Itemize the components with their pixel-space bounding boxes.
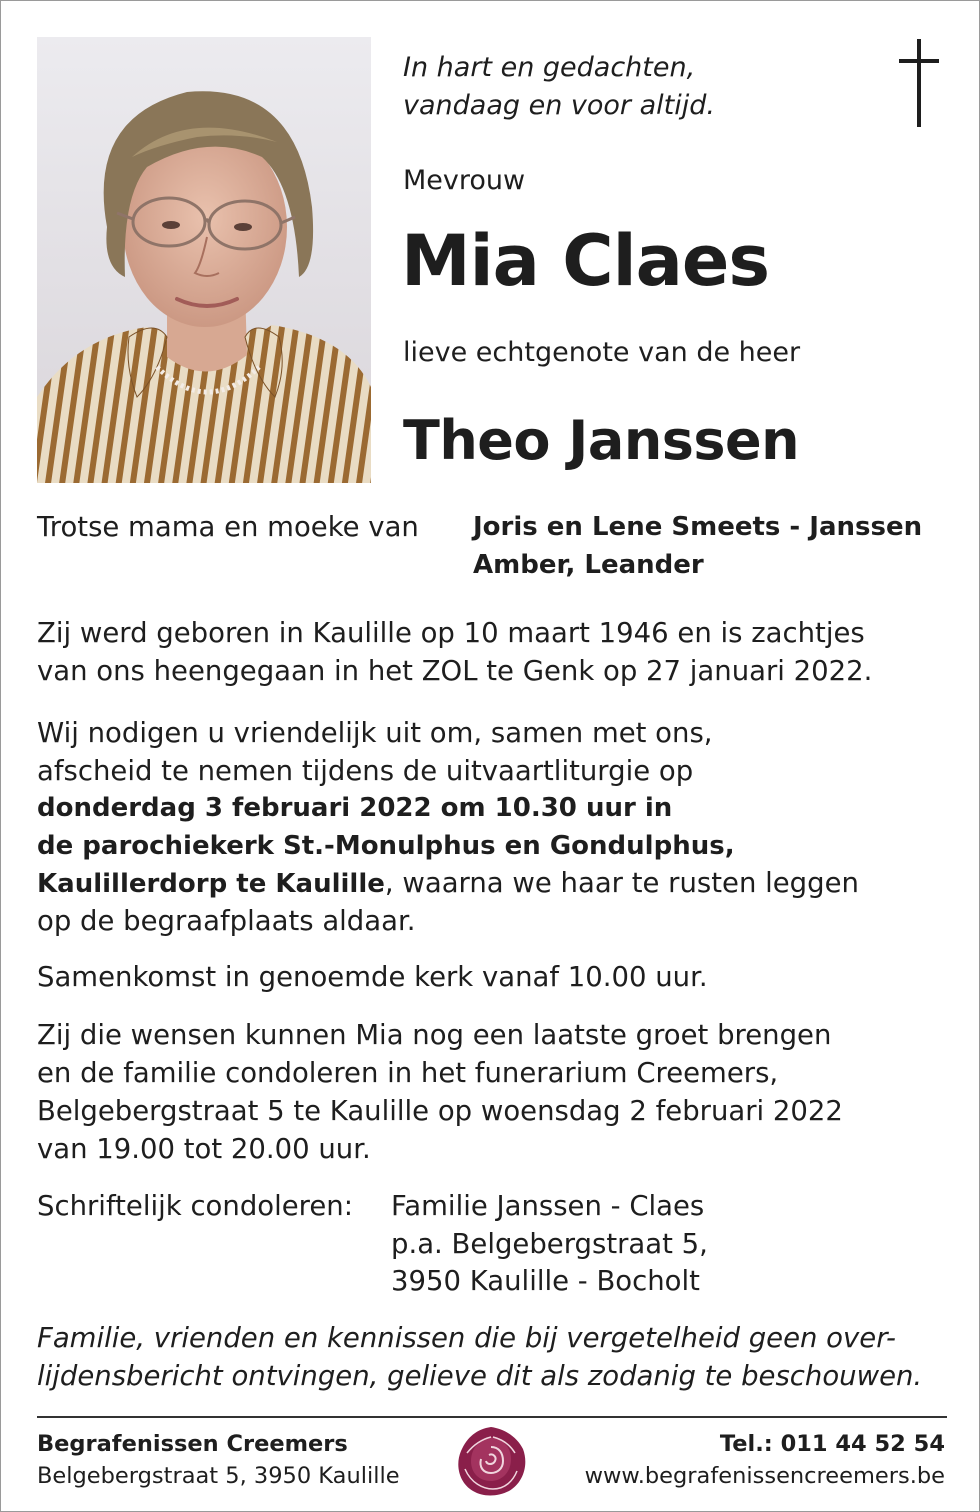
birth-death-line-1: Zij werd geboren in Kaulille op 10 maart 1946 en is zachtjes (37, 617, 865, 649)
motto-line-1: In hart en gedachten, (403, 52, 696, 83)
footer-divider (37, 1416, 947, 1418)
salutation: Mevrouw (403, 165, 526, 196)
rose-logo-icon (453, 1423, 529, 1499)
funeral-line-6: op de begraafplaats aldaar. (37, 905, 416, 937)
funeral-location: Kaulillerdorp te Kaulille (37, 869, 385, 899)
funeral-line-2: afscheid te nemen tijdens de uitvaartliturgie op (37, 755, 694, 787)
funeral-line-1: Wij nodigen u vriendelijk uit om, samen met ons, (37, 717, 713, 749)
motto-line-2: vandaag en voor altijd. (403, 90, 715, 121)
footer-company: Begrafenissen Creemers (37, 1431, 348, 1457)
funeral-church: de parochiekerk St.-Monulphus en Gondulphus, (37, 831, 735, 861)
visitation-line-3: Belgebergstraat 5 te Kaulille op woensdag 2 februari 2022 (37, 1095, 843, 1127)
portrait-photo (37, 37, 371, 483)
family-label: Trotse mama en moeke van (37, 511, 419, 543)
visitation-line-4: van 19.00 tot 20.00 uur. (37, 1133, 371, 1165)
cross-icon (897, 39, 941, 129)
birth-death-line-2: van ons heengegaan in het ZOL te Genk op 27 januari 2022. (37, 655, 873, 687)
footer-phone: Tel.: 011 44 52 54 (719, 1431, 945, 1457)
gathering-text: Samenkomst in genoemde kerk vanaf 10.00 uur. (37, 961, 708, 993)
footer-website[interactable]: www.begrafenissencreemers.be (584, 1463, 945, 1489)
family-line-1: Joris en Lene Smeets - Janssen (473, 512, 923, 542)
footer-address: Belgebergstraat 5, 3950 Kaulille (37, 1463, 400, 1489)
condolences-line-1: Familie Janssen - Claes (391, 1190, 705, 1222)
condolences-label: Schriftelijk condoleren: (37, 1190, 353, 1222)
deceased-name: Mia Claes (401, 220, 770, 302)
notice-line-1: Familie, vrienden en kennissen die bij vergetelheid geen over- (37, 1322, 896, 1354)
condolences-line-3: 3950 Kaulille - Bocholt (391, 1265, 700, 1297)
funeral-line-5 (37, 865, 859, 904)
visitation-line-2: en de familie condoleren in het funerarium Creemers, (37, 1057, 779, 1089)
relation-text: lieve echtgenote van de heer (403, 337, 801, 368)
condolences-line-2: p.a. Belgebergstraat 5, (391, 1228, 708, 1260)
funeral-date-time: donderdag 3 februari 2022 om 10.30 uur in (37, 793, 673, 823)
family-line-2: Amber, Leander (473, 550, 704, 580)
spouse-name: Theo Janssen (403, 409, 800, 472)
notice-line-2: lijdensbericht ontvingen, gelieve dit als zodanig te beschouwen. (37, 1360, 923, 1392)
visitation-line-1: Zij die wensen kunnen Mia nog een laatste groet brengen (37, 1019, 832, 1051)
funeral-line-5-rest: , waarna we haar te rusten leggen (384, 867, 859, 899)
